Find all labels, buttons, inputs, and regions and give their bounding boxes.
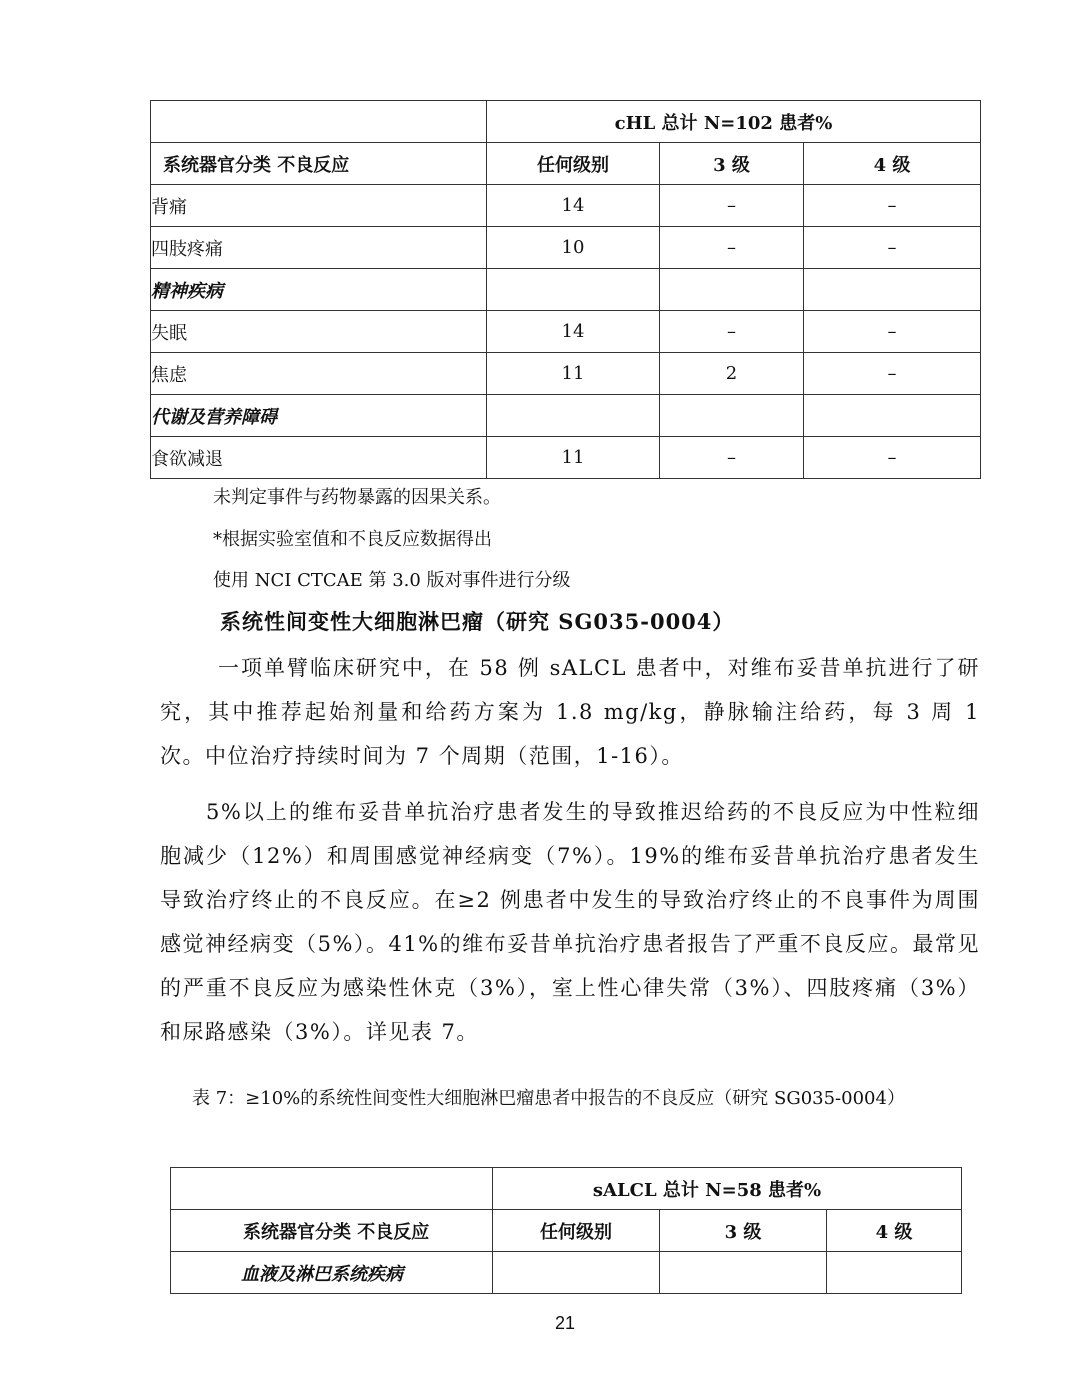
table-group-header-row: [151, 101, 981, 143]
grade4-value: –: [804, 311, 981, 353]
any-grade-value: 11: [487, 437, 660, 479]
reaction-name: 焦虑: [151, 353, 487, 395]
table-row: [151, 437, 981, 479]
table-row: [151, 185, 981, 227]
table-category-row: [151, 269, 981, 311]
table-column-header-row: [171, 1210, 962, 1252]
page-number: 21: [554, 1313, 576, 1333]
table-category-row: [171, 1252, 962, 1294]
grade3-value: 2: [660, 353, 804, 395]
col-header-grade4: 4 级: [804, 143, 981, 185]
any-grade-value: 14: [487, 311, 660, 353]
group-header: cHL 总计 N=102 患者%: [487, 101, 981, 143]
grade4-value: –: [804, 185, 981, 227]
footnote-causality: 未判定事件与药物暴露的因果关系。: [213, 487, 501, 508]
grade3-value: –: [660, 311, 804, 353]
footnote-lab-values: *根据实验室值和不良反应数据得出: [213, 529, 492, 550]
reaction-name: 失眠: [151, 311, 487, 353]
col-header-soc: 系统器官分类 不良反应: [171, 1210, 493, 1252]
any-grade-value: 14: [487, 185, 660, 227]
category-name: 代谢及营养障碍: [151, 395, 487, 437]
any-grade-value: 11: [487, 353, 660, 395]
adverse-reactions-table-chl: [150, 100, 981, 479]
table-row: [151, 353, 981, 395]
section-heading: 系统性间变性大细胞淋巴瘤（研究 SG035-0004）: [220, 609, 735, 634]
col-header-any-grade: 任何级别: [487, 143, 660, 185]
reaction-name: 四肢疼痛: [151, 227, 487, 269]
table-row: [151, 311, 981, 353]
category-name: 血液及淋巴系统疾病: [171, 1252, 493, 1294]
reaction-name: 背痛: [151, 185, 487, 227]
any-grade-value: 10: [487, 227, 660, 269]
table-row: [151, 227, 981, 269]
col-header-grade3: 3 级: [660, 1210, 827, 1252]
grade3-value: –: [660, 227, 804, 269]
table-category-row: [151, 395, 981, 437]
grade4-value: –: [804, 353, 981, 395]
col-header-any-grade: 任何级别: [493, 1210, 660, 1252]
col-header-soc: 系统器官分类 不良反应: [151, 143, 487, 185]
grade3-value: –: [660, 185, 804, 227]
grade4-value: –: [804, 227, 981, 269]
table-column-header-row: [151, 143, 981, 185]
col-header-grade3: 3 级: [660, 143, 804, 185]
group-header: sALCL 总计 N=58 患者%: [493, 1168, 962, 1210]
adverse-reactions-table-salcl: [170, 1167, 962, 1294]
grade4-value: –: [804, 437, 981, 479]
category-name: 精神疾病: [151, 269, 487, 311]
table7-caption: 表 7：≥10%的系统性间变性大细胞淋巴瘤患者中报告的不良反应（研究 SG035-0004）: [192, 1088, 905, 1109]
paragraph-study-description: 一项单臂临床研究中，在 58 例 sALCL 患者中，对维布妥昔单抗进行了研究，其中推荐起始剂量和给药方案为 1.8 mg/kg，静脉输注给药，每 3 周 1 次。中位治疗持续时间为 7 个周期（范围，1-16）。: [160, 656, 980, 768]
paragraph-adverse-summary: 5%以上的维布妥昔单抗治疗患者发生的导致推迟给药的不良反应为中性粒细胞减少（12%）和周围感觉神经病变（7%）。19%的维布妥昔单抗治疗患者发生导致治疗终止的不良反应。在≥2 例患者中发生的导致治疗终止的不良事件为周围感觉神经病变（5%）。41%的维布妥昔单抗治疗患者报告了严重不良反应。最常见的严重不良反应为感染性休克（3%），室上性心律失常（3%）、四肢疼痛（3%）和尿路感染（3%）。详见表 7。: [160, 800, 980, 1044]
footnote-ctcae: 使用 NCI CTCAE 第 3.0 版对事件进行分级: [213, 570, 571, 591]
col-header-grade4: 4 级: [827, 1210, 962, 1252]
reaction-name: 食欲减退: [151, 437, 487, 479]
table-group-header-row: [171, 1168, 962, 1210]
grade3-value: –: [660, 437, 804, 479]
